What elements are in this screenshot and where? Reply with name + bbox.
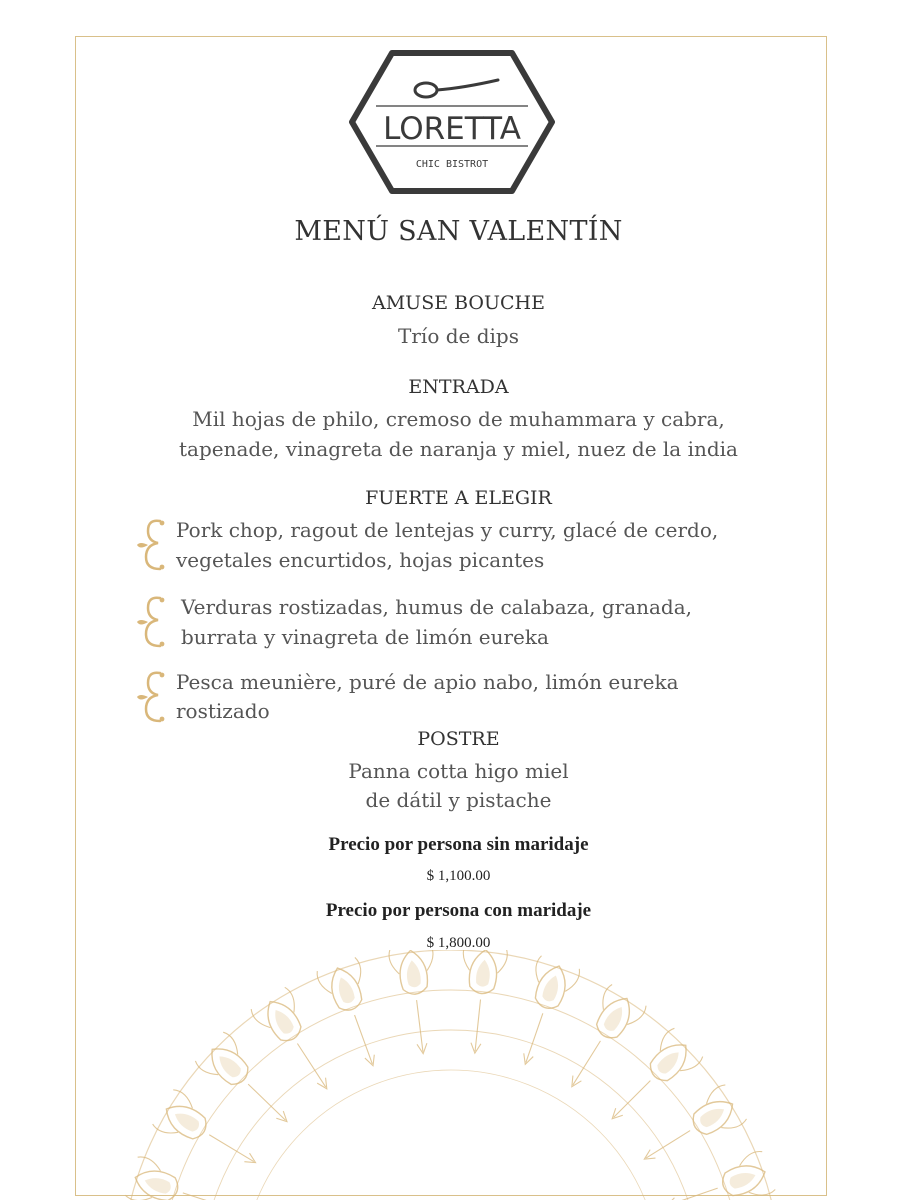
price-without-pairing: $ 1,100.00 [426,868,491,884]
fuerte-option-2-line-2: burrata y vinagreta de limón eureka [181,625,549,649]
fuerte-option-1-line-1: Pork chop, ragout de lentejas y curry, glacé de cerdo, [176,518,719,542]
flourish-ornament-icon [134,517,174,573]
price-without-pairing-label: Precio por persona sin maridaje [328,834,589,855]
amuse-bouche-heading: AMUSE BOUCHE [372,292,545,314]
fuerte-option-3-line-2: rostizado [176,699,270,723]
menu-title: MENÚ SAN VALENTÍN [294,216,623,247]
fuerte-option-2-line-1: Verduras rostizadas, humus de calabaza, granada, [181,595,693,619]
fuerte-heading: FUERTE A ELEGIR [365,487,552,509]
price-with-pairing-label: Precio por persona con maridaje [325,900,592,921]
fuerte-option-1-line-2: vegetales encurtidos, hojas picantes [176,548,545,572]
fuerte-option-3-line-1: Pesca meunière, puré de apio nabo, limón eureka [176,670,679,694]
logo-tagline: CHIC BISTROT [415,159,489,170]
loretta-logo [348,50,556,194]
entrada-line-1: Mil hojas de philo, cremoso de muhammara y cabra, [192,407,725,431]
logo-name: LORETTA [383,111,521,147]
amuse-bouche-item: Trío de dips [398,324,519,348]
flourish-ornament-icon [134,594,174,650]
entrada-line-2: tapenade, vinagreta de naranja y miel, nuez de la india [179,437,738,461]
entrada-heading: ENTRADA [408,376,509,398]
postre-line-2: de dátil y pistache [365,788,552,812]
postre-line-1: Panna cotta higo miel [348,759,569,783]
gold-mandala-ornament [75,950,827,1200]
spoon-icon [415,80,498,97]
price-with-pairing: $ 1,800.00 [426,935,491,951]
postre-heading: POSTRE [417,728,500,750]
flourish-ornament-icon [134,669,174,725]
